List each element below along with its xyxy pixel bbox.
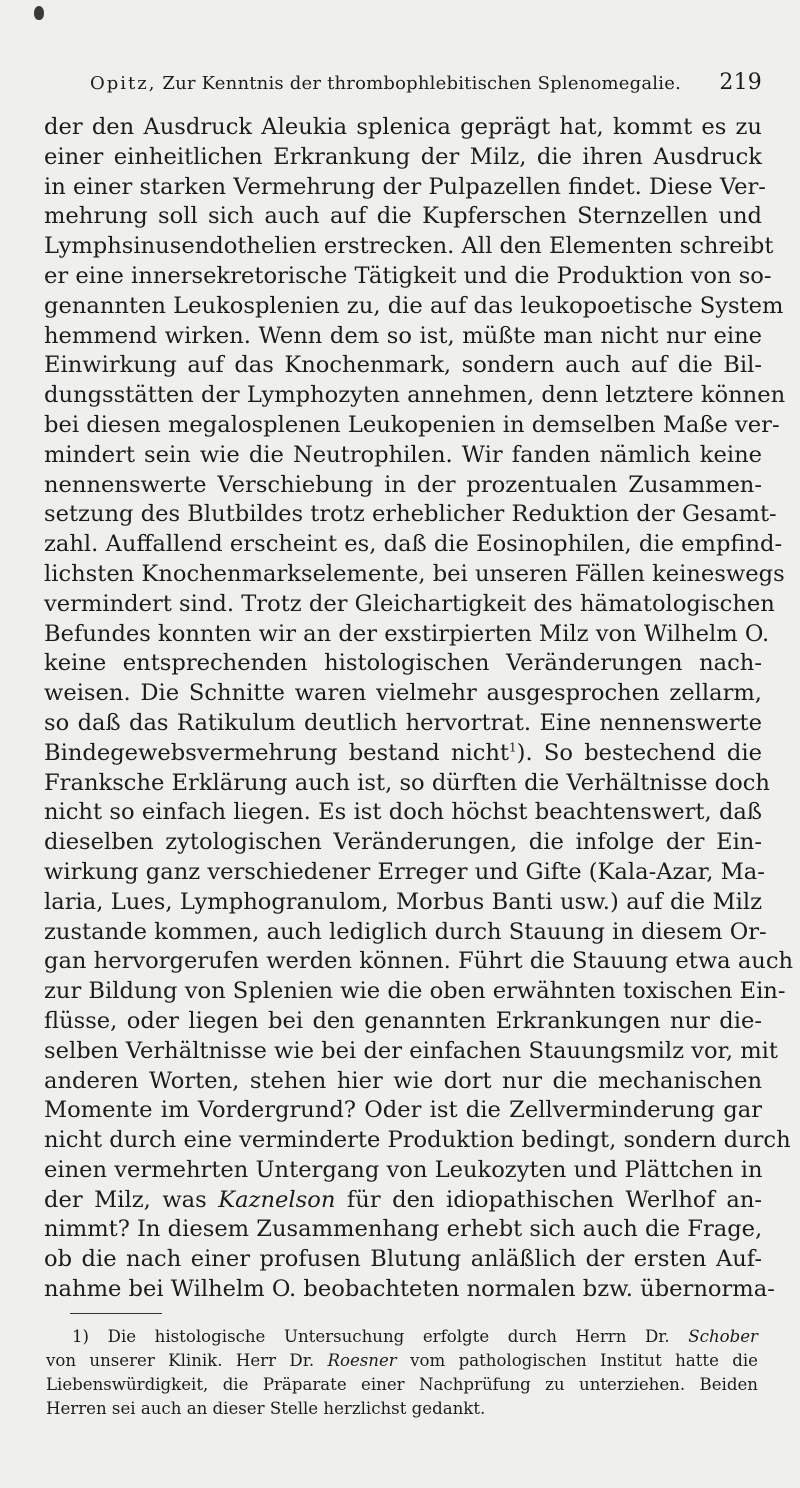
text-line-with-name: [44, 1186, 762, 1216]
running-header: [90, 70, 762, 100]
text-line: zustande kommen, auch lediglich durch Stauung in diesem Or-: [44, 918, 767, 945]
text-line: laria, Lues, Lymphogranulom, Morbus Banti usw.) auf die Milz: [44, 888, 762, 915]
text-segment: Bindegewebsvermehrung bestand nicht: [44, 739, 510, 766]
text-line: der den Ausdruck Aleukia splenica geprägt hat, kommt es zu: [44, 114, 762, 140]
text-line: setzung des Blutbildes trotz erheblicher Reduktion der Gesamt-: [44, 501, 777, 528]
text-line: Franksche Erklärung auch ist, so dürften die Verhältnisse doch: [44, 769, 770, 796]
text-line: zahl. Auffallend erscheint es, daß die Eosinophilen, die empfind-: [44, 531, 783, 558]
text-line: zur Bildung von Splenien wie die oben erwähnten toxischen Ein-: [44, 978, 786, 1005]
text-line: nimmt? In diesem Zusammenhang erhebt sich auch die Frage,: [44, 1216, 763, 1243]
italic-name: Roesner: [327, 1351, 397, 1370]
footnote-line: [46, 1325, 758, 1349]
text-line: Lymphsinusendothelien erstrecken. All den Elementen schreibt: [44, 233, 774, 260]
header-title: Zur Kenntnis der thrombophlebitischen Splenomegalie.: [162, 73, 681, 94]
text-line: mehrung soll sich auch auf die Kupferschen Sternzellen und: [44, 203, 762, 230]
text-line: nahme bei Wilhelm O. beobachteten normalen bzw. übernorma-: [44, 1276, 775, 1303]
text-line: lichsten Knochenmarkselemente, bei unseren Fällen keineswegs: [44, 560, 785, 587]
text-segment: vom pathologischen Institut hatte die: [396, 1351, 759, 1370]
text-line: einen vermehrten Untergang von Leukozyten und Plättchen in: [44, 1156, 763, 1183]
header-author: Opitz,: [90, 73, 157, 94]
text-line: vermindert sind. Trotz der Gleichartigkeit des hämatologischen: [44, 590, 775, 617]
footnote-divider: [70, 1313, 162, 1314]
text-segment: der Milz, was: [44, 1186, 207, 1213]
text-line: in einer starken Vermehrung der Pulpazellen findet. Diese Ver-: [44, 173, 766, 200]
text-line: genannten Leukosplenien zu, die auf das leukopoetische System: [44, 292, 784, 319]
text-line: so daß das Ratikulum deutlich hervortrat. Eine nennenswerte: [44, 709, 762, 736]
text-line: nennenswerte Verschiebung in der prozentualen Zusammen-: [44, 471, 762, 498]
text-line: Momente im Vordergrund? Oder ist die Zellverminderung gar: [44, 1097, 762, 1124]
text-line: nicht durch eine verminderte Produktion bedingt, sondern durch: [44, 1127, 791, 1154]
text-line: hemmend wirken. Wenn dem so ist, müßte man nicht nur eine: [44, 322, 762, 349]
text-line: keine entsprechenden histologischen Veränderungen nach-: [44, 650, 762, 677]
text-segment: ). So bestechend die: [516, 739, 762, 766]
body-text: [44, 113, 794, 1305]
ink-spot: [34, 6, 44, 20]
text-line: dungsstätten der Lymphozyten annehmen, denn letztere können: [44, 382, 786, 409]
text-line: wirkung ganz verschiedener Erreger und Gifte (Kala-Azar, Ma-: [44, 858, 765, 885]
text-segment: für den idiopathischen Werlhof an-: [335, 1186, 763, 1213]
text-line: einer einheitlichen Erkrankung der Milz, die ihren Ausdruck: [44, 143, 762, 170]
text-line: bei diesen megalosplenen Leukopenien in demselben Maße ver-: [44, 411, 780, 438]
footnote: [46, 1325, 758, 1421]
text-line: weisen. Die Schnitte waren vielmehr ausgesprochen zellarm,: [44, 680, 762, 707]
text-segment: Die histologische Untersuchung erfolgte durch Herrn Dr.: [89, 1327, 689, 1346]
text-line: dieselben zytologischen Veränderungen, die infolge der Ein-: [44, 829, 762, 856]
text-line: flüsse, oder liegen bei den genannten Erkrankungen nur die-: [44, 1007, 762, 1034]
running-title: [90, 73, 681, 94]
text-line: selben Verhältnisse wie bei der einfachen Stauungsmilz vor, mit: [44, 1037, 778, 1064]
text-line: gan hervorgerufen werden können. Führt die Stauung etwa auch: [44, 948, 794, 975]
text-line: Einwirkung auf das Knochenmark, sondern auch auf die Bil-: [44, 352, 762, 379]
footnote-marker: 1): [72, 1327, 90, 1346]
footnote-line: Liebenswürdigkeit, die Präparate einer Nachprüfung zu unterziehen. Beiden: [46, 1375, 758, 1394]
page-number: 219: [719, 70, 762, 95]
footnote-line: [46, 1349, 758, 1373]
text-line-with-footnote-ref: [44, 739, 762, 769]
footnote-line: Herren sei auch an dieser Stelle herzlichst gedankt.: [46, 1399, 486, 1418]
text-line: anderen Worten, stehen hier wie dort nur die mechanischen: [44, 1067, 762, 1094]
italic-name: Kaznelson: [218, 1186, 336, 1213]
text-line: ob die nach einer profusen Blutung anläßlich der ersten Auf-: [44, 1246, 762, 1273]
text-segment: von unserer Klinik. Herr Dr.: [46, 1351, 328, 1370]
text-line: mindert sein wie die Neutrophilen. Wir fanden nämlich keine: [44, 441, 762, 468]
italic-name: Schober: [688, 1327, 758, 1346]
footnote-reference: 1: [509, 740, 517, 755]
text-line: Befundes konnten wir an der exstirpierten Milz von Wilhelm O.: [44, 620, 770, 647]
text-line: nicht so einfach liegen. Es ist doch höchst beachtenswert, daß: [44, 799, 762, 826]
text-line: er eine innersekretorische Tätigkeit und die Produktion von so-: [44, 262, 772, 289]
